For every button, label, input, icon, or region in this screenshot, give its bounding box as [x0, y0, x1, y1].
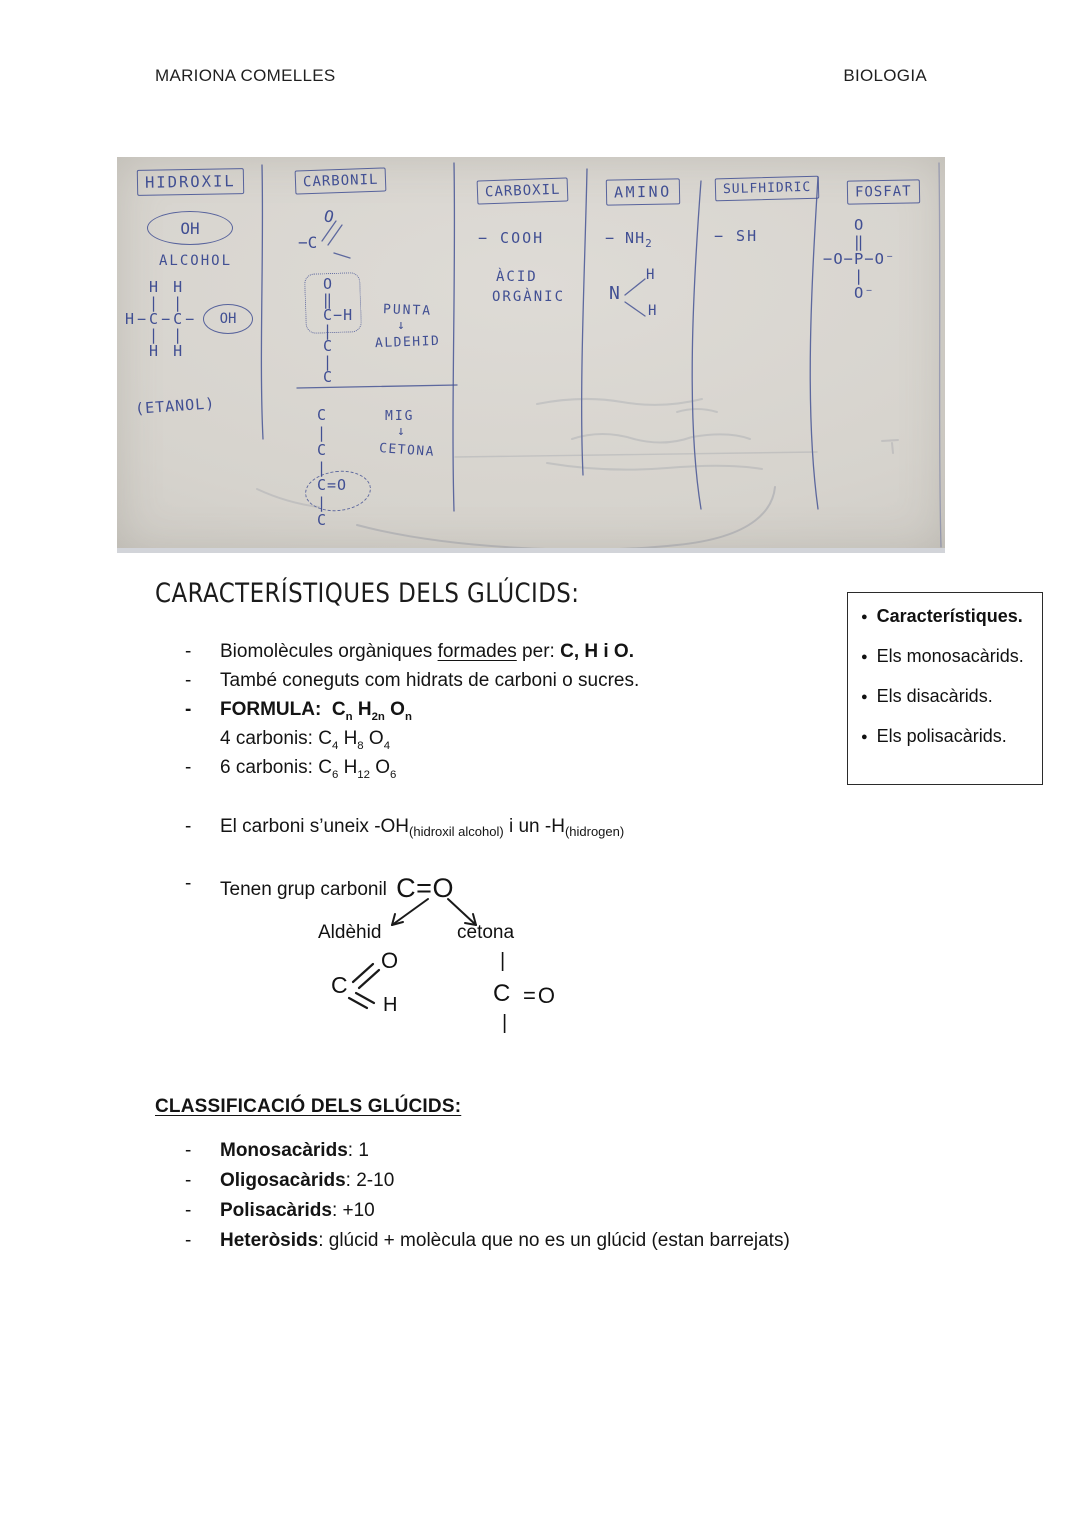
list-dash: -: [185, 1200, 192, 1221]
bullet-icon: ●: [861, 691, 868, 703]
cetona-chain-structure: C | C | C=O | C: [317, 406, 348, 529]
cetona-label: CETONA: [378, 441, 436, 460]
bullet-text: També coneguts com hidrats de carboni o sucres.: [220, 670, 640, 691]
classificacio-row-polisacarids: [185, 1200, 375, 1222]
index-item-caracteristiques: [861, 606, 1023, 627]
bullet-row-6carbonis: [185, 757, 396, 779]
cetona-bond-bottom: |: [502, 1012, 508, 1034]
bullet-text: Oligosacàrids: 2-10: [220, 1170, 395, 1191]
bullet-text: Biomolècules orgàniques formades per: C, H i O.: [220, 641, 634, 662]
index-label: Els polisacàrids.: [876, 726, 1007, 746]
index-label: Característiques.: [876, 606, 1023, 626]
classificacio-row-heterosids: [185, 1230, 790, 1252]
bullet-row-carboni-uneix: [185, 816, 624, 839]
bullet-icon: ●: [861, 651, 868, 663]
aldehid-label: ALDEHID: [374, 333, 441, 352]
bullet-text: Tenen grup carbonil C=O: [220, 873, 454, 903]
bullet-icon: ●: [861, 731, 868, 743]
cetona-text-label: cetona: [457, 922, 515, 943]
arrow-southwest-icon: [392, 899, 428, 925]
list-dash: -: [185, 816, 192, 837]
carbonil-title: CARBONIL: [295, 167, 387, 194]
list-dash: -: [185, 670, 192, 691]
list-dash: -: [185, 757, 192, 778]
nh2-formula: − $NH_2$: [605, 229, 653, 250]
cetona-c-atom: C: [493, 980, 511, 1007]
header-author: MARIONA COMELLES: [155, 66, 336, 85]
classificacio-row-monosacarids: [185, 1140, 369, 1162]
bullet-text: El carboni s’uneix $-OH_{(hidroxil alcohol)}$ i un $-H_{(hidrogen)}$: [220, 816, 625, 839]
list-dash-empty: [185, 728, 220, 750]
list-dash: -: [185, 699, 192, 720]
bullet-icon: ●: [861, 611, 868, 623]
index-item-polisacarids: [861, 726, 1007, 747]
section-title-classificacio: CLASSIFICACIÓ DELS GLÚCIDS:: [155, 1096, 462, 1117]
carbonil-c: −C: [298, 233, 318, 252]
fosfat-title: FOSFAT: [847, 179, 920, 204]
list-dash: -: [185, 1170, 192, 1191]
index-item-monosacarids: [861, 646, 1024, 667]
acid-organic-line1: ÀCID: [496, 269, 538, 285]
list-dash: -: [185, 1230, 192, 1251]
aldehid-o-atom: O: [381, 948, 399, 973]
bullet-text: 4 carbonis: $C_4$ $H_8$ $O_4$: [220, 728, 391, 752]
hidroxil-title: HIDROXIL: [137, 168, 244, 196]
index-item-disacarids: [861, 686, 993, 707]
amino-title: AMINO: [606, 178, 680, 205]
header-subject: BIOLOGIA: [843, 66, 927, 85]
classificacio-row-oligosacarids: [185, 1170, 394, 1192]
bullet-text: Heteròsids: glúcid + molècula que no es un glúcid (estan barrejats): [220, 1230, 790, 1251]
cetona-eq-o: =O: [523, 983, 557, 1008]
bullet-row-hidrats: [185, 670, 639, 692]
aldehid-bonds: [349, 964, 379, 1008]
amino-bond-strokes: [625, 279, 645, 316]
sh-formula: − SH: [714, 227, 759, 245]
index-label: Els monosacàrids.: [876, 646, 1024, 666]
list-dash: -: [185, 641, 192, 662]
hidroxil-oh-circle: OH: [147, 211, 233, 245]
bullet-text: Monosacàrids: 1: [220, 1140, 369, 1161]
whiteboard-strokes: [117, 157, 945, 553]
bullet-row-formula: [185, 699, 412, 721]
bullet-text: 6 carbonis: $C_6$ $H_{12}$ $O_6$: [220, 757, 397, 781]
amino-n-atom: N: [609, 283, 620, 304]
carboxil-title: CARBOXIL: [477, 177, 569, 204]
cooh-formula: − COOH: [478, 229, 545, 247]
bullet-text: Polisacàrids: +10: [220, 1200, 375, 1221]
section-title-caracteristiques: CARACTERÍSTIQUES DELS GLÚCIDS:: [155, 578, 580, 609]
bullet-row-4carbonis: [185, 728, 390, 750]
cetona-bond-top: |: [500, 950, 506, 972]
list-dash: -: [185, 1140, 192, 1161]
punta-down-arrow-icon: ↓: [397, 318, 405, 333]
punta-label: PUNTA: [382, 302, 433, 319]
mig-down-arrow-icon: ↓: [397, 424, 405, 439]
ethanol-structure: H H | | H−C−C− | | H H: [125, 278, 198, 360]
acid-organic-line2: ORGÀNIC: [492, 289, 566, 305]
alcohol-label: ALCOHOL: [159, 253, 233, 269]
list-dash: -: [185, 873, 192, 894]
index-label: Els disacàrids.: [876, 686, 993, 706]
whiteboard-photo: [117, 157, 945, 553]
carbonil-o: O: [321, 206, 336, 227]
bullet-row-biomolecules: [185, 641, 634, 663]
aldehid-chain-structure: O ‖ C−H | C | C: [313, 275, 354, 386]
phosphate-structure: O ‖ −O−P−O⁻ | O⁻: [823, 216, 896, 302]
sulfhidric-title: SULFHIDRIC: [715, 176, 820, 202]
index-box: [847, 592, 1043, 785]
aldehid-text-label: Aldèhid: [318, 922, 382, 943]
mig-label: MIG: [385, 409, 415, 424]
carbonil-top-bond-strokes: [322, 221, 350, 258]
amino-h-bottom: H: [648, 303, 657, 319]
aldehid-h-atom: H: [383, 994, 398, 1016]
aldehid-c-atom: C: [331, 972, 348, 998]
etanol-label: (ETANOL): [134, 394, 216, 418]
amino-h-top: H: [646, 267, 655, 283]
ethanol-oh-circle: OH: [203, 304, 253, 334]
carbonil-co-formula: C=O: [396, 873, 454, 903]
bullet-text: FORMULA: $C_n$ $H_{2n}$ $O_n$: [220, 699, 412, 723]
